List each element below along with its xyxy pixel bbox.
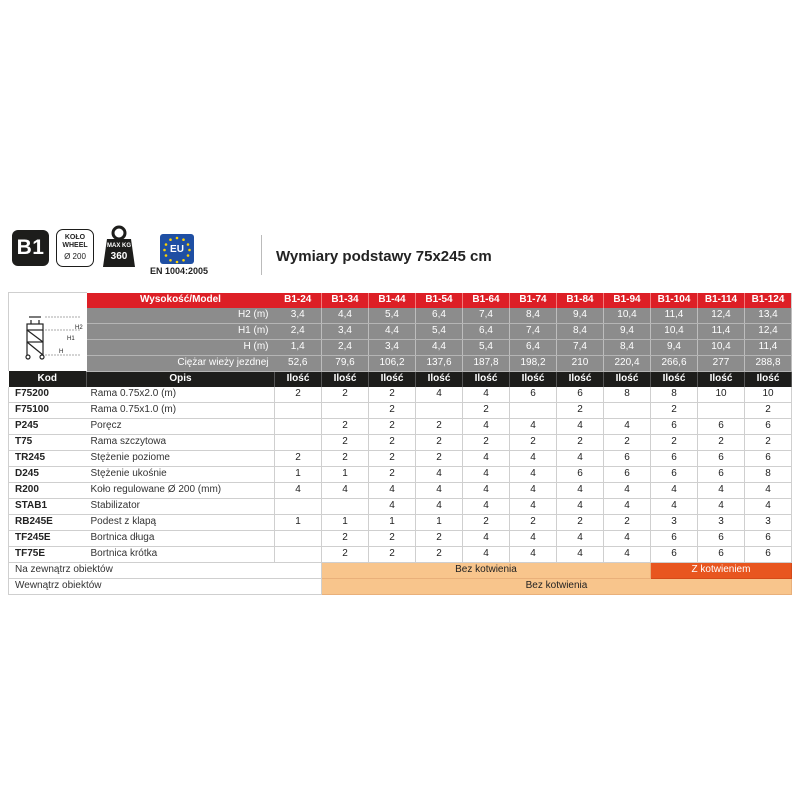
code-header: Kod — [9, 371, 87, 387]
spec-row — [9, 339, 792, 355]
spec-value: 11,4 — [651, 308, 698, 324]
part-qty: 2 — [322, 530, 369, 546]
wheel-label: KOŁO WHEEL — [62, 234, 88, 249]
part-qty: 1 — [275, 514, 322, 530]
part-qty: 4 — [275, 482, 322, 498]
part-qty: 4 — [369, 482, 416, 498]
part-qty: 4 — [557, 482, 604, 498]
wheel-icon — [56, 229, 94, 267]
part-desc: Stężenie ukośnie — [87, 466, 275, 482]
part-qty: 4 — [416, 387, 463, 403]
part-code: RB245E — [9, 514, 87, 530]
max-kg-label: MAX KG — [107, 243, 131, 249]
part-qty: 10 — [745, 387, 792, 403]
part-qty: 2 — [322, 450, 369, 466]
part-qty: 2 — [369, 546, 416, 562]
part-qty: 2 — [369, 450, 416, 466]
part-qty: 4 — [416, 466, 463, 482]
label-h: H — [59, 349, 64, 355]
spec-value: 288,8 — [745, 355, 792, 371]
part-qty: 2 — [369, 418, 416, 434]
part-desc: Rama 0.75x2.0 (m) — [87, 387, 275, 403]
part-qty: 8 — [745, 466, 792, 482]
spec-value: 1,4 — [275, 339, 322, 355]
spec-value: 137,6 — [416, 355, 463, 371]
part-qty: 2 — [463, 434, 510, 450]
part-code: F75200 — [9, 387, 87, 403]
part-qty — [322, 498, 369, 514]
part-qty: 6 — [557, 466, 604, 482]
part-qty: 6 — [698, 450, 745, 466]
part-row — [9, 546, 792, 562]
part-qty — [275, 418, 322, 434]
part-qty: 4 — [463, 482, 510, 498]
spec-value: 10,4 — [698, 339, 745, 355]
part-qty: 2 — [557, 514, 604, 530]
spec-value: 7,4 — [557, 339, 604, 355]
part-code: TF75E — [9, 546, 87, 562]
part-qty: 4 — [510, 418, 557, 434]
model-header: B1-54 — [416, 293, 463, 308]
part-qty: 1 — [416, 514, 463, 530]
part-qty: 4 — [510, 466, 557, 482]
part-qty: 4 — [463, 498, 510, 514]
part-qty: 2 — [557, 434, 604, 450]
part-qty: 6 — [604, 450, 651, 466]
part-qty: 6 — [745, 530, 792, 546]
qty-header: Ilość — [651, 371, 698, 387]
part-row — [9, 434, 792, 450]
spec-value: 11,4 — [745, 339, 792, 355]
part-qty: 4 — [369, 498, 416, 514]
spec-value: 187,8 — [463, 355, 510, 371]
part-qty: 2 — [369, 387, 416, 403]
spec-value: 4,4 — [369, 323, 416, 339]
part-qty: 4 — [510, 450, 557, 466]
part-qty: 4 — [698, 498, 745, 514]
model-badge: B1 — [12, 230, 49, 266]
part-qty: 4 — [745, 498, 792, 514]
spec-label: H2 (m) — [87, 308, 275, 324]
spec-value: 198,2 — [510, 355, 557, 371]
inside-label: Wewnątrz obiektów — [9, 578, 322, 594]
part-row — [9, 530, 792, 546]
part-qty: 4 — [651, 482, 698, 498]
part-qty: 4 — [557, 530, 604, 546]
eu-label: EU — [170, 244, 184, 255]
part-qty — [416, 402, 463, 418]
part-qty: 3 — [698, 514, 745, 530]
part-qty: 4 — [745, 482, 792, 498]
part-code: TR245 — [9, 450, 87, 466]
part-qty: 3 — [651, 514, 698, 530]
part-row — [9, 466, 792, 482]
part-qty: 4 — [463, 418, 510, 434]
part-qty: 2 — [745, 402, 792, 418]
outside-with-anchor: Z kotwieniem — [651, 562, 792, 578]
part-qty: 6 — [745, 450, 792, 466]
part-qty: 2 — [463, 514, 510, 530]
spec-value: 3,4 — [322, 323, 369, 339]
part-row — [9, 482, 792, 498]
part-qty: 4 — [463, 546, 510, 562]
part-qty: 2 — [322, 434, 369, 450]
spec-label: H1 (m) — [87, 323, 275, 339]
part-qty: 1 — [275, 466, 322, 482]
part-qty: 4 — [510, 482, 557, 498]
part-qty: 6 — [698, 418, 745, 434]
eu-flag-icon — [160, 234, 194, 264]
base-dimensions: Wymiary podstawy 75x245 cm — [276, 248, 492, 265]
part-qty — [604, 402, 651, 418]
spec-value: 7,4 — [463, 308, 510, 324]
part-desc: Bortnica długa — [87, 530, 275, 546]
part-qty: 6 — [698, 530, 745, 546]
spec-value: 52,6 — [275, 355, 322, 371]
part-qty: 2 — [651, 434, 698, 450]
part-qty: 4 — [604, 482, 651, 498]
spec-value: 220,4 — [604, 355, 651, 371]
spec-value: 5,4 — [416, 323, 463, 339]
part-qty: 8 — [651, 387, 698, 403]
part-qty: 2 — [322, 387, 369, 403]
part-code: T75 — [9, 434, 87, 450]
model-header: B1-44 — [369, 293, 416, 308]
part-qty: 4 — [651, 498, 698, 514]
part-qty: 2 — [510, 434, 557, 450]
spec-value: 266,6 — [651, 355, 698, 371]
part-row — [9, 514, 792, 530]
part-qty: 3 — [745, 514, 792, 530]
spec-value: 5,4 — [369, 308, 416, 324]
qty-header: Ilość — [557, 371, 604, 387]
part-qty: 4 — [557, 498, 604, 514]
part-row — [9, 418, 792, 434]
max-kg-value: 360 — [110, 251, 128, 262]
part-qty: 2 — [463, 402, 510, 418]
part-qty: 2 — [416, 546, 463, 562]
spec-value: 7,4 — [510, 323, 557, 339]
part-desc: Poręcz — [87, 418, 275, 434]
model-header: B1-104 — [651, 293, 698, 308]
norm-label: EN 1004:2005 — [150, 266, 209, 276]
spec-value: 4,4 — [322, 308, 369, 324]
spec-value: 79,6 — [322, 355, 369, 371]
part-qty — [275, 530, 322, 546]
part-qty: 4 — [557, 546, 604, 562]
part-qty: 2 — [604, 434, 651, 450]
part-code: P245 — [9, 418, 87, 434]
spec-label: Ciężar wieży jezdnej — [87, 355, 275, 371]
part-qty: 2 — [369, 466, 416, 482]
part-desc: Koło regulowane Ø 200 (mm) — [87, 482, 275, 498]
part-qty: 4 — [416, 482, 463, 498]
model-header: B1-124 — [745, 293, 792, 308]
part-desc: Rama 0.75x1.0 (m) — [87, 402, 275, 418]
model-header: B1-114 — [698, 293, 745, 308]
part-desc: Stężenie poziome — [87, 450, 275, 466]
part-qty: 4 — [463, 530, 510, 546]
spec-value: 9,4 — [651, 339, 698, 355]
part-qty: 6 — [651, 546, 698, 562]
part-desc: Rama szczytowa — [87, 434, 275, 450]
part-code: F75100 — [9, 402, 87, 418]
part-qty: 6 — [745, 418, 792, 434]
part-qty: 2 — [416, 450, 463, 466]
part-qty: 4 — [463, 450, 510, 466]
model-header: B1-64 — [463, 293, 510, 308]
qty-header: Ilość — [745, 371, 792, 387]
model-header: B1-74 — [510, 293, 557, 308]
part-qty: 4 — [604, 418, 651, 434]
part-code: STAB1 — [9, 498, 87, 514]
part-qty: 2 — [369, 402, 416, 418]
part-row — [9, 387, 792, 403]
qty-header: Ilość — [369, 371, 416, 387]
outside-label: Na zewnątrz obiektów — [9, 562, 322, 578]
spec-row — [9, 355, 792, 371]
model-row — [9, 293, 792, 308]
part-qty: 6 — [604, 466, 651, 482]
part-qty: 2 — [369, 530, 416, 546]
label-h2: H2 — [75, 325, 83, 331]
spec-value: 2,4 — [275, 323, 322, 339]
qty-header: Ilość — [416, 371, 463, 387]
spec-value: 8,4 — [604, 339, 651, 355]
spec-value: 5,4 — [463, 339, 510, 355]
inside-row — [9, 578, 792, 594]
model-header: B1-34 — [322, 293, 369, 308]
qty-header: Ilość — [510, 371, 557, 387]
part-qty — [275, 546, 322, 562]
part-code: D245 — [9, 466, 87, 482]
part-qty: 2 — [510, 514, 557, 530]
part-qty: 2 — [416, 434, 463, 450]
spec-row — [9, 308, 792, 324]
part-qty: 4 — [510, 530, 557, 546]
part-qty: 1 — [369, 514, 416, 530]
spec-value: 4,4 — [416, 339, 463, 355]
qty-header: Ilość — [275, 371, 322, 387]
part-qty: 2 — [557, 402, 604, 418]
part-qty: 4 — [604, 530, 651, 546]
spec-value: 13,4 — [745, 308, 792, 324]
part-row — [9, 450, 792, 466]
spec-table — [8, 292, 792, 595]
part-qty: 6 — [745, 546, 792, 562]
tower-drawing — [9, 293, 87, 372]
part-qty — [698, 402, 745, 418]
part-qty: 6 — [651, 450, 698, 466]
part-code: TF245E — [9, 530, 87, 546]
qty-header: Ilość — [698, 371, 745, 387]
outside-row — [9, 562, 792, 578]
spec-value: 9,4 — [557, 308, 604, 324]
qty-header: Ilość — [463, 371, 510, 387]
spec-value: 11,4 — [698, 323, 745, 339]
part-qty: 2 — [416, 530, 463, 546]
part-qty: 4 — [463, 387, 510, 403]
height-model-header: Wysokość/Model — [87, 293, 275, 308]
spec-value: 10,4 — [604, 308, 651, 324]
part-qty: 4 — [416, 498, 463, 514]
part-code: R200 — [9, 482, 87, 498]
spec-value: 8,4 — [557, 323, 604, 339]
part-qty: 6 — [510, 387, 557, 403]
part-qty — [510, 402, 557, 418]
part-qty: 6 — [651, 418, 698, 434]
label-h1: H1 — [67, 336, 75, 342]
part-qty: 6 — [557, 387, 604, 403]
part-qty: 4 — [557, 450, 604, 466]
part-row — [9, 402, 792, 418]
part-qty: 6 — [698, 546, 745, 562]
outside-without-anchor: Bez kotwienia — [322, 562, 651, 578]
spec-label: H (m) — [87, 339, 275, 355]
part-qty: 4 — [557, 418, 604, 434]
part-qty: 4 — [463, 466, 510, 482]
part-qty: 2 — [322, 418, 369, 434]
part-qty: 6 — [698, 466, 745, 482]
part-qty: 2 — [275, 387, 322, 403]
spec-value: 3,4 — [369, 339, 416, 355]
header — [0, 0, 800, 292]
weight-icon — [102, 224, 136, 268]
model-header: B1-84 — [557, 293, 604, 308]
spec-value: 8,4 — [510, 308, 557, 324]
part-qty: 4 — [604, 546, 651, 562]
spec-value: 2,4 — [322, 339, 369, 355]
part-qty: 2 — [322, 546, 369, 562]
part-qty: 2 — [604, 514, 651, 530]
part-qty: 2 — [745, 434, 792, 450]
part-qty: 2 — [369, 434, 416, 450]
part-qty: 4 — [698, 482, 745, 498]
qty-header: Ilość — [322, 371, 369, 387]
spec-value: 277 — [698, 355, 745, 371]
part-qty — [322, 402, 369, 418]
spec-row — [9, 323, 792, 339]
part-qty: 4 — [510, 546, 557, 562]
part-qty: 6 — [651, 466, 698, 482]
part-qty: 1 — [322, 466, 369, 482]
desc-header: Opis — [87, 371, 275, 387]
part-qty: 10 — [698, 387, 745, 403]
model-header: B1-94 — [604, 293, 651, 308]
part-desc: Stabilizator — [87, 498, 275, 514]
wheel-diameter: Ø 200 — [64, 252, 86, 261]
spec-value: 3,4 — [275, 308, 322, 324]
inside-without-anchor: Bez kotwienia — [322, 578, 792, 594]
spec-value: 106,2 — [369, 355, 416, 371]
spec-value: 12,4 — [745, 323, 792, 339]
part-qty: 2 — [416, 418, 463, 434]
part-qty: 8 — [604, 387, 651, 403]
part-qty: 1 — [322, 514, 369, 530]
header-divider — [261, 235, 262, 275]
spec-value: 9,4 — [604, 323, 651, 339]
qty-header: Ilość — [604, 371, 651, 387]
part-qty: 6 — [651, 530, 698, 546]
part-desc: Bortnica krótka — [87, 546, 275, 562]
part-row — [9, 498, 792, 514]
part-qty: 4 — [322, 482, 369, 498]
part-qty: 2 — [275, 450, 322, 466]
spec-value: 6,4 — [510, 339, 557, 355]
model-header: B1-24 — [275, 293, 322, 308]
part-qty: 2 — [651, 402, 698, 418]
spec-value: 10,4 — [651, 323, 698, 339]
part-qty: 4 — [604, 498, 651, 514]
part-qty: 2 — [698, 434, 745, 450]
parts-header-row — [9, 371, 792, 387]
spec-value: 12,4 — [698, 308, 745, 324]
part-qty — [275, 402, 322, 418]
part-qty — [275, 434, 322, 450]
spec-value: 210 — [557, 355, 604, 371]
part-desc: Podest z klapą — [87, 514, 275, 530]
part-qty — [275, 498, 322, 514]
part-qty: 4 — [510, 498, 557, 514]
spec-value: 6,4 — [463, 323, 510, 339]
spec-value: 6,4 — [416, 308, 463, 324]
